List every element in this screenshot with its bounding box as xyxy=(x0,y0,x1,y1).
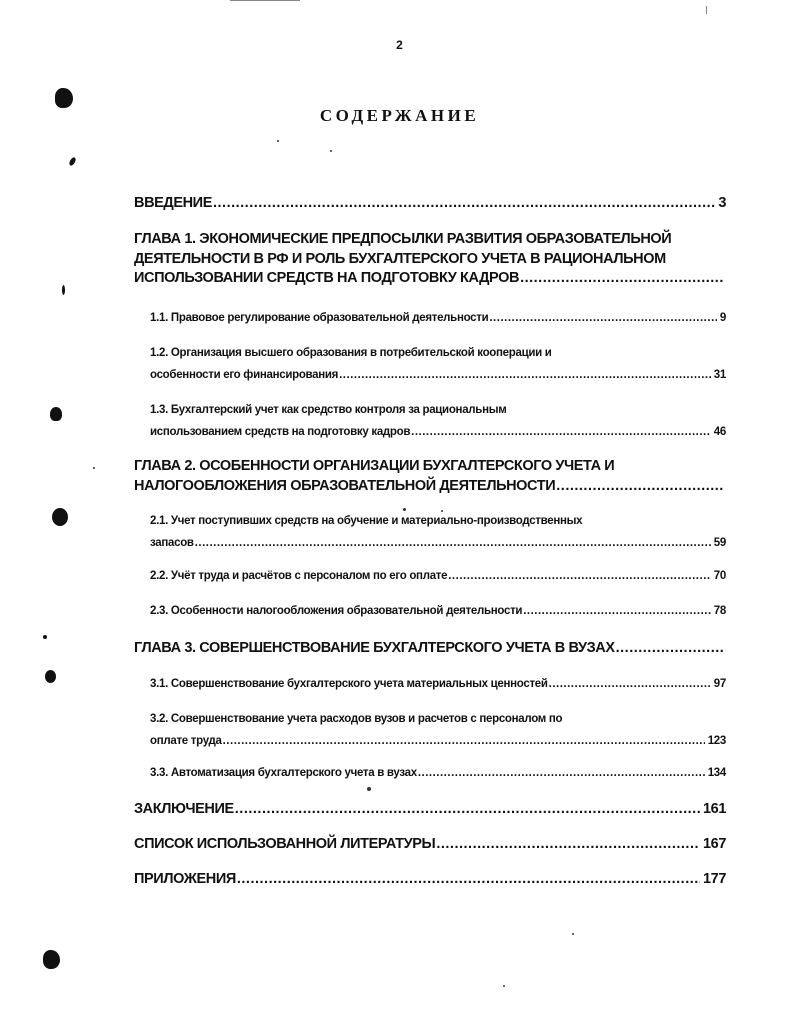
scan-speck xyxy=(403,508,406,511)
leader-dots xyxy=(549,679,711,691)
toc-entry-title: ЗАКЛЮЧЕНИЕ xyxy=(134,801,234,817)
toc-entry-title: 2.2. Учёт труда и расчётов с персоналом по его оплате xyxy=(150,570,448,582)
toc-entry-title-line: 1.2. Организация высшего образования в потребительской кооперации и xyxy=(150,347,552,359)
toc-entry-conclusion[interactable] xyxy=(134,802,726,817)
toc-entry-title-line: ДЕЯТЕЛЬНОСТИ В РФ И РОЛЬ БУХГАЛТЕРСКОГО УЧЕТА В РАЦИОНАЛЬНОМ xyxy=(134,250,666,267)
toc-entry-title-line: ГЛАВА 2. ОСОБЕННОСТИ ОРГАНИЗАЦИИ БУХГАЛТЕРСКОГО УЧЕТА И xyxy=(134,458,615,474)
toc-entry-title: 2.3. Особенности налогообложения образовательной деятельности xyxy=(150,605,523,617)
toc-entry-page: 134 xyxy=(707,767,726,779)
scan-speck xyxy=(330,150,332,152)
toc-entry-title: 1.1. Правовое регулирование образовательной деятельности xyxy=(150,312,489,324)
toc-entry-chapter-1[interactable] xyxy=(134,232,726,286)
leader-dots xyxy=(523,606,711,618)
toc-entry-page: 97 xyxy=(713,678,726,690)
toc-entry-page: 3 xyxy=(718,195,726,211)
toc-entry-chapter-3[interactable] xyxy=(134,641,726,656)
ink-blot xyxy=(52,508,68,526)
toc-entry-title-line: оплате труда xyxy=(150,734,222,747)
leader-dots xyxy=(339,370,711,382)
toc-entry-title-line: 3.2. Совершенствование учета расходов вузов и расчетов с персоналом по xyxy=(150,713,563,725)
toc-entry-chapter-2[interactable] xyxy=(134,459,726,493)
toc-entry-title-line: ИСПОЛЬЗОВАНИИ СРЕДСТВ НА ПОДГОТОВКУ КАДРОВ xyxy=(134,270,520,286)
toc-entry-section-3-3[interactable] xyxy=(150,768,726,780)
toc-entry-section-3-2[interactable] xyxy=(150,714,726,747)
toc-entry-page: 78 xyxy=(713,605,726,617)
toc-entry-references[interactable] xyxy=(134,837,726,852)
toc-entry-page: 161 xyxy=(703,801,726,817)
scan-speck xyxy=(503,985,505,987)
toc-entry-page: 31 xyxy=(713,368,726,381)
toc-entry-section-1-3[interactable] xyxy=(150,405,726,438)
toc-entry-title: СПИСОК ИСПОЛЬЗОВАННОЙ ЛИТЕРАТУРЫ xyxy=(134,836,436,852)
scan-speck xyxy=(277,140,279,142)
toc-entry-title: ВВЕДЕНИЕ xyxy=(134,195,212,211)
toc-entry-title-line: использованием средств на подготовку кадров xyxy=(150,425,411,438)
scan-speck xyxy=(93,467,95,469)
toc-entry-title-line: 1.3. Бухгалтерский учет как средство контроля за рациональным xyxy=(150,404,507,416)
leader-dots xyxy=(195,538,711,550)
toc-entry-section-2-2[interactable] xyxy=(150,571,726,583)
scan-speck xyxy=(367,787,371,791)
toc-entry-page: 46 xyxy=(713,425,726,438)
scan-edge-line xyxy=(706,6,707,14)
page-number: 2 xyxy=(396,38,403,52)
toc-entry-page: 123 xyxy=(707,734,726,747)
toc-entry-section-1-1[interactable] xyxy=(150,313,726,325)
leader-dots xyxy=(237,872,700,887)
scan-speck xyxy=(441,510,443,512)
leader-dots xyxy=(235,802,700,817)
toc-entry-title: ГЛАВА 3. СОВЕРШЕНСТВОВАНИЕ БУХГАЛТЕРСКОГО УЧЕТА В ВУЗАХ xyxy=(134,640,615,656)
toc-entry-page: 167 xyxy=(703,836,726,852)
leader-dots xyxy=(489,313,717,325)
toc-entry-page: 9 xyxy=(719,312,726,324)
leader-dots xyxy=(448,571,711,583)
leader-dots xyxy=(411,427,711,439)
toc-entry-title-line: 2.1. Учет поступивших средств на обучение и материально-производственных xyxy=(150,515,583,527)
toc-entry-title: ПРИЛОЖЕНИЯ xyxy=(134,871,236,887)
toc-entry-title: 3.1. Совершенствование бухгалтерского учета материальных ценностей xyxy=(150,678,548,690)
toc-entry-page: 59 xyxy=(713,536,726,549)
toc-entry-appendices[interactable] xyxy=(134,872,726,887)
scan-edge-line xyxy=(230,0,300,1)
ink-blot xyxy=(50,407,62,421)
ink-blot xyxy=(45,670,56,683)
toc-entry-page: 70 xyxy=(713,570,726,582)
toc-entry-page: 177 xyxy=(703,871,726,887)
toc-entry-section-3-1[interactable] xyxy=(150,679,726,691)
ink-blot xyxy=(43,950,60,969)
leader-dots xyxy=(556,479,723,494)
toc-entry-title-line: НАЛОГООБЛОЖЕНИЯ ОБРАЗОВАТЕЛЬНОЙ ДЕЯТЕЛЬНОСТИ xyxy=(134,477,556,494)
toc-entry-section-1-2[interactable] xyxy=(150,348,726,381)
toc-entry-introduction[interactable] xyxy=(134,196,726,211)
toc-entry-section-2-1[interactable] xyxy=(150,516,726,549)
ink-blot xyxy=(55,88,73,108)
leader-dots xyxy=(616,641,723,656)
toc-entry-title: 3.3. Автоматизация бухгалтерского учета в вузах xyxy=(150,767,417,779)
scan-speck xyxy=(572,933,574,935)
leader-dots xyxy=(418,768,705,780)
toc-entry-section-2-3[interactable] xyxy=(150,606,726,618)
leader-dots xyxy=(223,736,705,748)
ink-blot xyxy=(43,635,47,639)
ink-blot xyxy=(62,285,65,295)
page-title: СОДЕРЖАНИЕ xyxy=(319,106,480,125)
toc-entry-title-line: запасов xyxy=(150,536,194,549)
toc-entry-title-line: ГЛАВА 1. ЭКОНОМИЧЕСКИЕ ПРЕДПОСЫЛКИ РАЗВИТИЯ ОБРАЗОВАТЕЛЬНОЙ xyxy=(134,231,672,247)
leader-dots xyxy=(520,271,723,286)
toc-entry-title-line: особенности его финансирования xyxy=(150,368,339,381)
leader-dots xyxy=(436,837,700,852)
leader-dots xyxy=(213,196,715,211)
